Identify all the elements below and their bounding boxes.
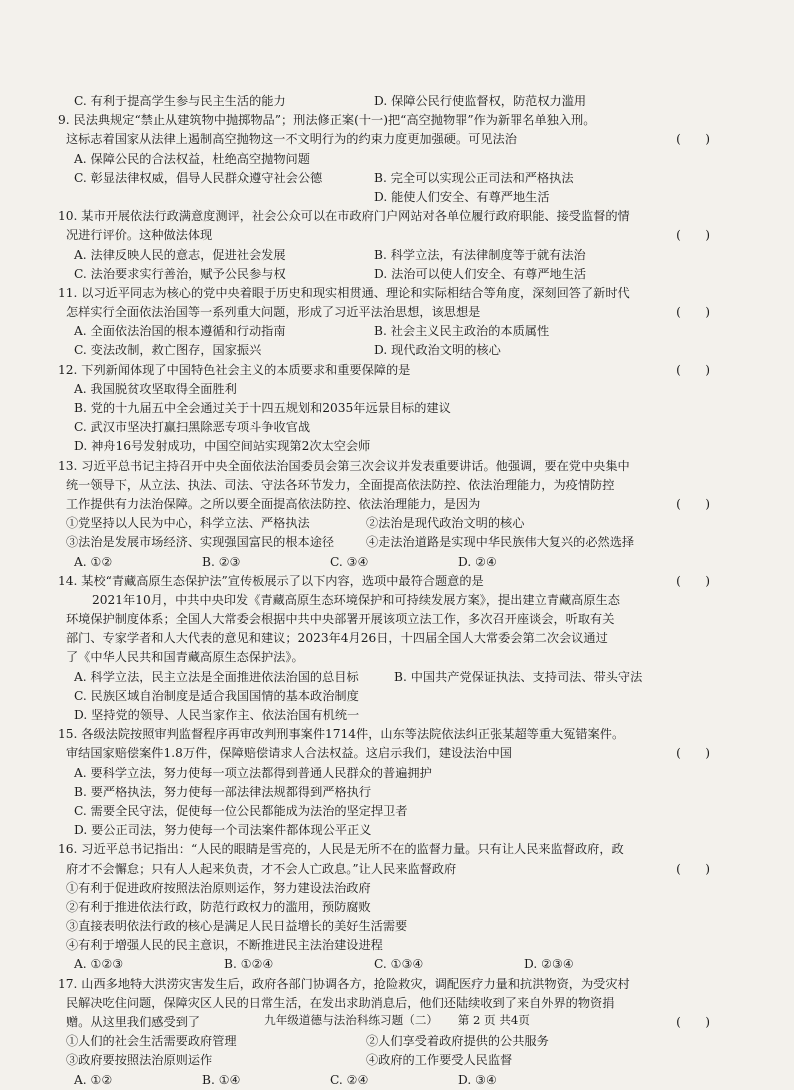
q15-stem: 15. 各级法院按照审判监督程序再审改判刑事案件1714件，山东等法院依法纠正张某超等重大冤错案件。 [58, 727, 625, 742]
answer-bracket: ( ) [676, 496, 710, 511]
q17-statements-12: ①人们的社会生活需要政府管理 ②人们享受着政府提供的公共服务 [66, 1034, 549, 1049]
q13-stem-3: 工作提供有力法治保障。之所以要全面提高依法防控、依法治理能力，是因为 ( ) [58, 495, 748, 514]
q9-option-a: A. 保障公民的合法权益，杜绝高空抛物问题 [74, 151, 310, 166]
q10-options-ab: A. 法律反映人民的意志，促进社会发展 B. 科学立法，有法律制度等于就有法治 [74, 247, 586, 262]
q11-options-ab: A. 全面依法治国的根本遵循和行动指南 B. 社会主义民主政治的本质属性 [74, 324, 550, 339]
q13-statements-34: ③法治是发展市场经济、实现强国富民的根本途径 ④走法治道路是实现中华民族伟大复兴的必然选择 [66, 535, 635, 550]
q12-stem: 12. 下列新闻体现了中国特色社会主义的本质要求和重要保障的是 ( ) [58, 361, 748, 380]
q10-stem-2: 况进行评价。这种做法体现 ( ) [58, 226, 748, 245]
footer-page-number: 第 2 页 共4页 [457, 1013, 530, 1027]
q15-option-a: A. 要科学立法，努力使每一项立法都得到普通人民群众的普遍拥护 [74, 765, 432, 780]
q9-options: C. 彰显法律权威，倡导人民群众遵守社会公德 B. 完全可以实现公正司法和严格执法 [74, 170, 574, 185]
q11-options-cd: C. 变法改制，救亡图存，国家振兴 D. 现代政治文明的核心 [74, 343, 501, 358]
q10-stem: 10. 某市开展依法行政满意度测评，社会公众可以在市政府门户网站对各单位履行政府职能、接受监督的情 [58, 209, 630, 224]
q17-options: A. ①② B. ①④ C. ②④ D. ③④ [74, 1072, 497, 1087]
q16-options: A. ①②③ B. ①②④ C. ①③④ D. ②③④ [74, 957, 574, 972]
q14-material-3: 部门、专家学者和人大代表的意见和建议；2023年4月26日，十四届全国人大常委会第二次会议通过 [66, 631, 608, 646]
q8-options-cd: C. 有利于提高学生参与民主生活的能力 D. 保障公民行使监督权，防范权力滥用 [74, 94, 587, 108]
q14-stem: 14. 某校“青藏高原生态保护法”宣传板展示了以下内容，选项中最符合题意的是 ( ) [58, 572, 748, 591]
q10-options-cd: C. 法治要求实行善治，赋予公民参与权 D. 法治可以使人们安全、有尊严地生活 [74, 266, 587, 281]
q14-material-1: 2021年10月，中共中央印发《青藏高原生态环境保护和可持续发展方案》，提出建立青藏高原生态 [92, 592, 620, 607]
q9-option-d: D. 能使人们安全、有尊严地生活 [374, 189, 550, 204]
q15-option-d: D. 要公正司法，努力使每一个司法案件都体现公平正义 [74, 823, 372, 838]
q15-option-b: B. 要严格执法，努力使每一部法律法规都得到严格执行 [74, 784, 372, 799]
q13-stem-2: 统一领导下，从立法、执法、司法、守法各环节发力，全面提高依法防控、依法治理能力，为疫情防控 [66, 477, 615, 492]
q9-stem-2: 这标志着国家从法律上遏制高空抛物这一不文明行为的约束力度更加强硬。可见法治 ( ) [58, 130, 748, 149]
q17-stem: 17. 山西多地特大洪涝灾害发生后，政府各部门协调各方，抢险救灾，调配医疗力量和抗洪物资，为受灾村 [58, 976, 630, 991]
q9-stem: 9. 民法典规定“禁止从建筑物中抛掷物品”；刑法修正案(十一)把“高空抛物罪”作为新罪名单独入刑。 [58, 113, 596, 128]
answer-bracket: ( ) [676, 1015, 710, 1029]
q16-statement-4: ④有利于增强人民的民主意识，不断推进民主法治建设进程 [66, 938, 383, 953]
q12-option-a: A. 我国脱贫攻坚取得全面胜利 [74, 381, 237, 396]
q14-material-4: 了《中华人民共和国青藏高原生态保护法》。 [66, 650, 304, 665]
answer-bracket: ( ) [676, 362, 710, 377]
page-footer [0, 1012, 794, 1028]
q14-option-c: C. 民族区域自治制度是适合我国国情的基本政治制度 [74, 688, 359, 703]
answer-bracket: ( ) [676, 132, 710, 147]
q17-stem-3: 赠。从这里我们感受到了 ( ) [58, 1013, 748, 1032]
q16-stem-2: 府才不会懈怠；只有人人起来负责，才不会人亡政息。”让人民来监督政府 ( ) [58, 860, 748, 879]
q14-option-d: D. 坚持党的领导、人民当家作主、依法治国有机统一 [74, 708, 360, 722]
answer-bracket: ( ) [676, 573, 710, 588]
q13-statements-12: ①党坚持以人民为中心，科学立法、严格执法 ②法治是现代政治文明的核心 [66, 516, 525, 531]
q11-stem: 11. 以习近平同志为核心的党中央着眼于历史和现实相贯通、理论和实际相结合等角度，深刻回答了新时代 [58, 285, 630, 300]
q15-stem-2: 审结国家赔偿案件1.8万件，保障赔偿请求人合法权益。这启示我们，建设法治中国 ( ) [58, 744, 748, 763]
q16-stem: 16. 习近平总书记指出：“人民的眼睛是雪亮的，人民是无所不在的监督力量。只有让人民来监督政府，政 [58, 842, 624, 857]
q16-statement-2: ②有利于推进依法行政，防范行政权力的滥用，预防腐败 [66, 899, 371, 914]
footer-subject: 九年级道德与法治科练习题（二） [264, 1013, 439, 1027]
q12-option-c: C. 武汉市坚决打赢扫黑除恶专项斗争收官战 [74, 420, 311, 435]
answer-bracket: ( ) [676, 305, 710, 320]
q14-options-ab: A. 科学立法，民主立法是全面推进依法治国的总目标 B. 中国共产党保证执法、支持司法、带头守法 [74, 669, 643, 684]
q17-statements-34: ③政府要按照法治原则运作 ④政府的工作要受人民监督 [66, 1053, 513, 1068]
q16-statement-3: ③直接表明依法行政的核心是满足人民日益增长的美好生活需要 [66, 919, 408, 934]
answer-bracket: ( ) [676, 228, 710, 243]
q12-option-b: B. 党的十九届五中全会通过关于十四五规划和2035年远景目标的建议 [74, 401, 451, 415]
answer-bracket: ( ) [676, 746, 710, 761]
answer-bracket: ( ) [676, 861, 710, 876]
q13-options: A. ①② B. ②③ C. ③④ D. ②④ [74, 554, 497, 569]
q11-stem-2: 怎样实行全面依法治国等一系列重大问题，形成了习近平法治思想，该思想是 ( ) [58, 303, 748, 322]
q12-option-d: D. 神舟16号发射成功，中国空间站实现第2次太空会师 [74, 439, 371, 454]
q13-stem: 13. 习近平总书记主持召开中央全面依法治国委员会第三次会议并发表重要讲话。他强调，要在党中央集中 [58, 458, 630, 473]
q17-stem-2: 民解决吃住问题，保障灾区人民的日常生活，在发出求助消息后，他们还陆续收到了来自外界的物资捐 [66, 995, 615, 1010]
q15-option-c: C. 需要全民守法，促使每一位公民都能成为法治的坚定捍卫者 [74, 803, 408, 818]
q14-material-2: 环境保护制度体系；全国人大常委会根据中共中央部署开展该项立法工作，多次召开座谈会，听取有关 [66, 612, 615, 627]
q16-statement-1: ①有利于促进政府按照法治原则运作，努力建设法治政府 [66, 880, 371, 895]
